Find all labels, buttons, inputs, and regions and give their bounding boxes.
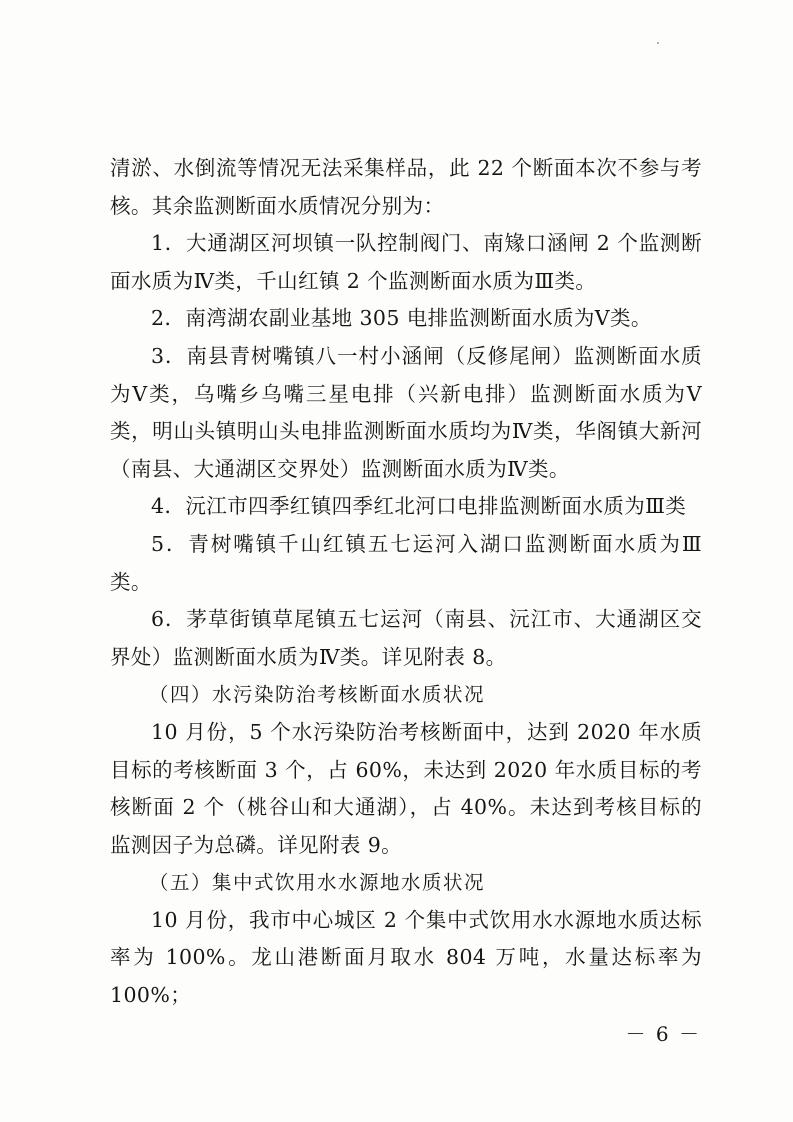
paragraph-section-4: 10 月份，5 个水污染防治考核断面中，达到 2020 年水质目标的考核断面 3 个，占 60%，未达到 2020 年水质目标的考核断面 2 个（桃谷山和大通湖），占 40%。未达到考核目标的监测因子为总磷。详见附表 9。 (110, 719, 702, 857)
paragraph-item-1: 1．大通湖区河坝镇一队控制阀门、南䂕口涵闸 2 个监测断面水质为Ⅳ类，千山红镇 2 个监测断面水质为Ⅲ类。 (110, 231, 702, 293)
paragraph-item-3: 3．南县青树嘴镇八一村小涵闸（反修尾闸）监测断面水质为Ⅴ类，乌嘴乡乌嘴三星电排（兴新电排）监测断面水质为Ⅴ类，明山头镇明山头电排监测断面水质均为Ⅳ类，华阁镇大新河（南县、大通湖区交界处）监测断面水质为Ⅳ类。 (110, 343, 702, 481)
page-number: － 6 － (625, 1022, 701, 1046)
paragraph-section-5: 10 月份，我市中心城区 2 个集中式饮用水水源地水质达标率为 100%。龙山港断面月取水 804 万吨，水量达标率为 100%； (110, 907, 702, 1008)
paragraph-item-6: 6．茅草街镇草尾镇五七运河（南县、沅江市、大通湖区交界处）监测断面水质为Ⅳ类。详见附表 8。 (110, 607, 702, 669)
section-heading-4: （四）水污染防治考核断面水质状况 (149, 683, 486, 707)
paragraph-item-5: 5．青树嘴镇千山红镇五七运河入湖口监测断面水质为Ⅲ类。 (110, 531, 702, 594)
section-heading-5: （五）集中式饮用水水源地水质状况 (149, 871, 486, 895)
paragraph-item-4: 4．沅江市四季红镇四季红北河口电排监测断面水质为Ⅲ类 (151, 494, 687, 519)
paragraph-item-2: 2．南湾湖农副业基地 305 电排监测断面水质为Ⅴ类。 (151, 306, 652, 331)
body-text (110, 150, 702, 1015)
paragraph-continuation: 清淤、水倒流等情况无法采集样品，此 22 个断面本次不参与考核。其余监测断面水质情况分别为： (110, 156, 702, 218)
scan-speck (657, 42, 659, 44)
